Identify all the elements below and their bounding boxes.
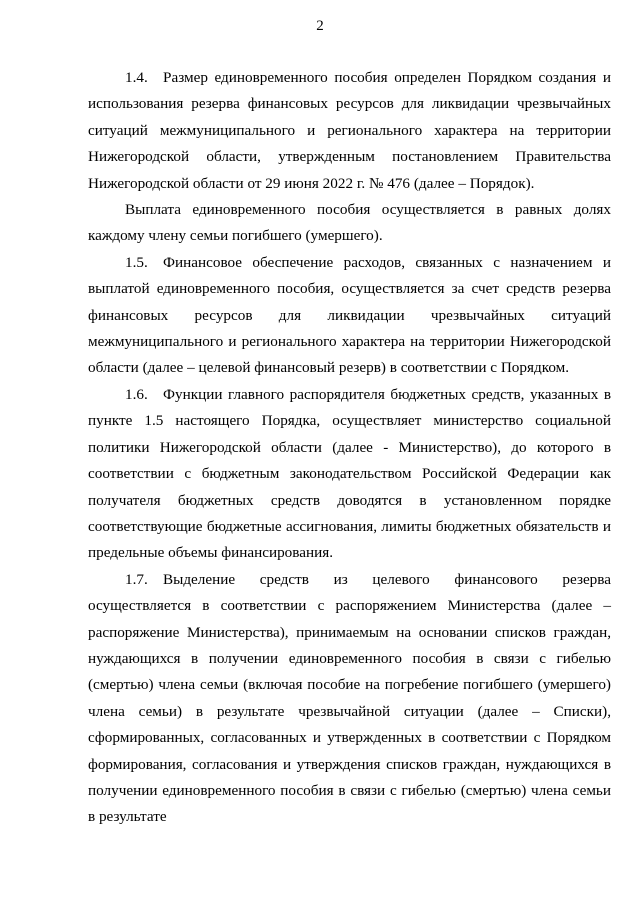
paragraph-text: Выделение средств из целевого финансового резерва осуществляется в соответствии с распоряжением Министерства (далее – распоряжение Министерства), принимаемым на основании списков граждан, нуждающихся в получении единовременного пособия в связи с гибелью (смертью) члена семьи (включая пособие на погребение погибшего (умершего) члена семьи) в результате чрезвычайной ситуации (далее – Списки), сформированных, согласованных и утвержденных в соответствии с Порядком формирования, согласования и утверждения списков граждан, нуждающихся в получении единовременного пособия в связи с гибелью (смертью) члена семьи в результате (88, 570, 611, 826)
paragraph-text: Размер единовременного пособия определен Порядком создания и использования резерва финансовых ресурсов для ликвидации чрезвычайных ситуаций межмуниципального и регионального характера на территории Нижегородской области, утвержденным постановлением Правительства Нижегородской области от 29 июня 2022 г. № 476 (далее – Порядок). (88, 69, 611, 192)
paragraph-number: 1.4. (125, 69, 148, 86)
paragraph-text: Финансовое обеспечение расходов, связанных с назначением и выплатой единовременного пособия, осуществляется за счет средств резерва финансовых ресурсов для ликвидации чрезвычайных ситуаций межмуниципального и регионального характера на территории Нижегородской области (далее – целевой финансовый резерв) в соответствии с Порядком. (88, 253, 611, 377)
paragraph-number: 1.7. (125, 570, 148, 588)
paragraph-1-4 (88, 65, 611, 197)
paragraph-1-6 (88, 382, 611, 567)
paragraph-text: Выплата единовременного пособия осуществляется в равных долях каждому члену семьи погибшего (умершего). (88, 201, 611, 245)
paragraph-1-5 (88, 250, 611, 382)
paragraph-number: 1.6. (125, 385, 148, 403)
paragraph-text: Функции главного распорядителя бюджетных средств, указанных в пункте 1.5 настоящего Порядка, осуществляет министерство социальной политики Нижегородской области (далее - Министерство), до которого в соответствии с бюджетным законодательством Российской Федерации как получателя бюджетных средств доводятся в установленном порядке соответствующие бюджетные ассигнования, лимиты бюджетных обязательств и предельные объемы финансирования. (88, 385, 611, 562)
document-body (88, 65, 611, 831)
paragraph-payment (88, 197, 611, 250)
page-number: 2 (316, 18, 324, 34)
paragraph-1-7 (88, 567, 611, 831)
paragraph-number: 1.5. (125, 253, 148, 271)
